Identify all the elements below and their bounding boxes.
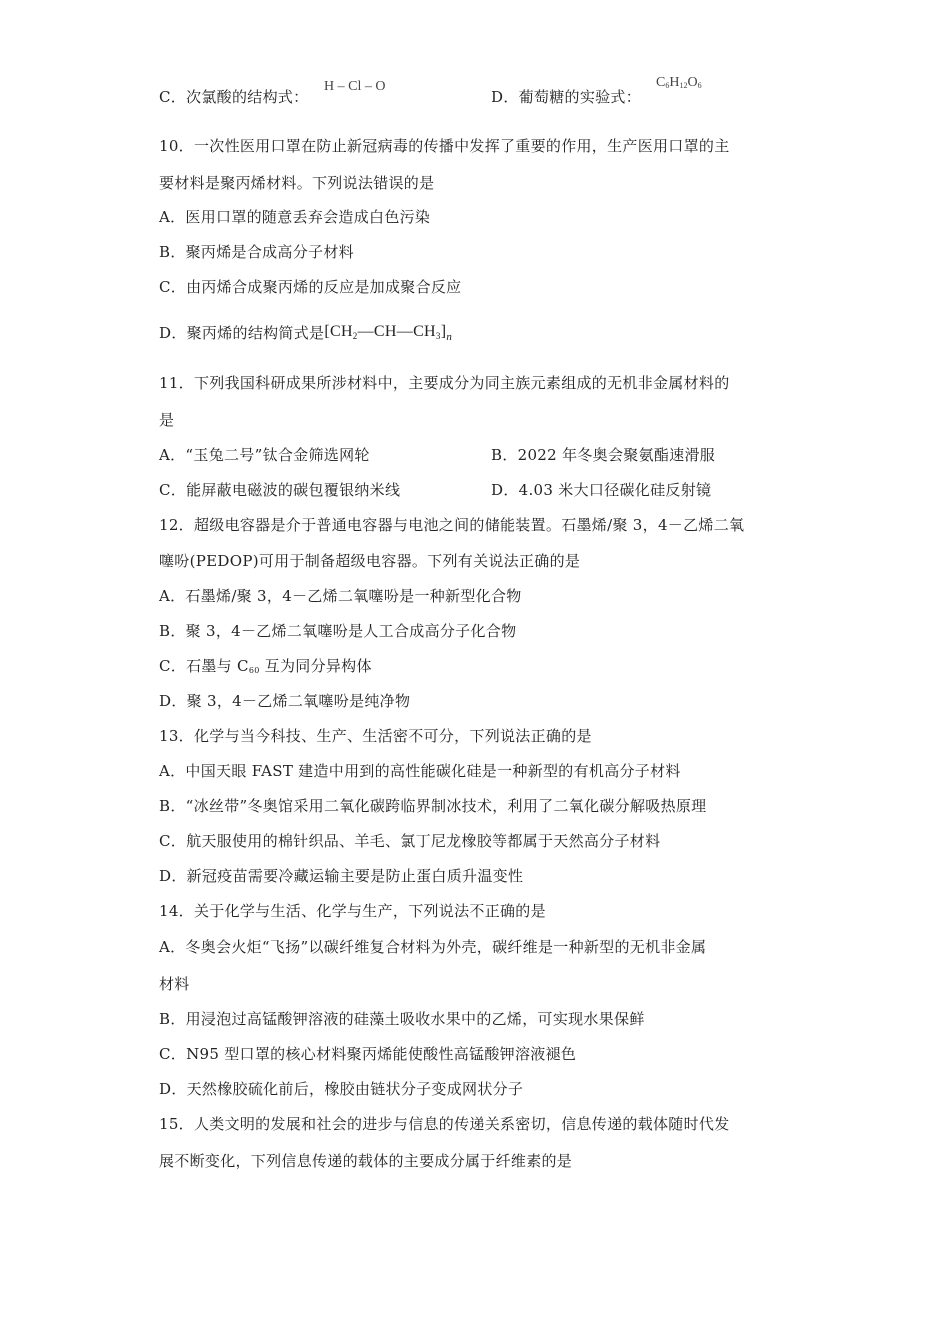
q9-option-d bbox=[491, 87, 641, 107]
q11-option-d: D．4.03 米大口径碳化硅反射镜 bbox=[491, 481, 712, 499]
q9-option-c-text: C．次氯酸的结构式： bbox=[159, 88, 309, 106]
polypropylene-formula: $[CH_2—CH—CH_3]_n$ bbox=[324, 323, 453, 343]
q12-stem-line2: 噻吩(PEDOP)可用于制备超级电容器。下列有关说法正确的是 bbox=[159, 552, 581, 570]
q13-option-d: D．新冠疫苗需要冷藏运输主要是防止蛋白质升温变性 bbox=[159, 867, 524, 885]
q10-option-a: A．医用口罩的随意丢弃会造成白色污染 bbox=[159, 208, 431, 226]
glucose-empirical-formula: $C_6H_{12}O_6$ bbox=[656, 75, 702, 90]
q15-stem-line2: 展不断变化，下列信息传递的载体的主要成分属于纤维素的是 bbox=[159, 1152, 573, 1170]
q13-option-b: B．“冰丝带”冬奥馆采用二氧化碳跨临界制冰技术，利用了二氧化碳分解吸热原理 bbox=[159, 797, 707, 815]
q12-option-d: D．聚 3，4－乙烯二氧噻吩是纯净物 bbox=[159, 692, 411, 710]
q11-option-c: C．能屏蔽电磁波的碳包覆银纳米线 bbox=[159, 481, 401, 499]
q12-option-c: C．石墨与 $C_{60}$ 互为同分异构体 bbox=[159, 657, 372, 675]
q10-option-d-text: D．聚丙烯的结构简式是 bbox=[159, 324, 325, 342]
q11-stem-line2: 是 bbox=[159, 411, 175, 429]
q11-option-b: B．2022 年冬奥会聚氨酯速滑服 bbox=[491, 446, 716, 464]
q13-option-a: A．中国天眼 FAST 建造中用到的高性能碳化硅是一种新型的有机高分子材料 bbox=[159, 762, 681, 780]
q10-stem-line2: 要材料是聚丙烯材料。下列说法错误的是 bbox=[159, 174, 435, 192]
q9-option-c bbox=[159, 87, 308, 107]
q14-option-d: D．天然橡胶硫化前后，橡胶由链状分子变成网状分子 bbox=[159, 1080, 524, 1098]
q10-option-d bbox=[159, 322, 452, 347]
q14-option-b: B．用浸泡过高锰酸钾溶液的硅藻土吸收水果中的乙烯，可实现水果保鲜 bbox=[159, 1010, 645, 1028]
q10-stem-line1: 10．一次性医用口罩在防止新冠病毒的传播中发挥了重要的作用，生产医用口罩的主 bbox=[159, 137, 730, 155]
q14-stem: 14．关于化学与生活、化学与生产，下列说法不正确的是 bbox=[159, 902, 546, 920]
q13-stem: 13．化学与当今科技、生产、生活密不可分，下列说法正确的是 bbox=[159, 727, 592, 745]
q14-option-c: C．N95 型口罩的核心材料聚丙烯能使酸性高锰酸钾溶液褪色 bbox=[159, 1045, 577, 1063]
q12-option-a: A．石墨烯/聚 3，4－乙烯二氧噻吩是一种新型化合物 bbox=[159, 587, 522, 605]
hypochlorous-structural-formula: H – Cl – O bbox=[324, 79, 386, 94]
q11-stem-line1: 11．下列我国科研成果所涉材料中，主要成分为同主族元素组成的无机非金属材料的 bbox=[159, 374, 730, 392]
q12-option-b: B．聚 3，4－乙烯二氧噻吩是人工合成高分子化合物 bbox=[159, 622, 517, 640]
q10-option-b: B．聚丙烯是合成高分子材料 bbox=[159, 243, 354, 261]
q11-option-a: A．“玉兔二号”钛合金筛选网轮 bbox=[159, 446, 370, 464]
q12-stem-line1: 12．超级电容器是介于普通电容器与电池之间的储能装置。石墨烯/聚 3，4－乙烯二氧 bbox=[159, 516, 745, 534]
q13-option-c: C．航天服使用的棉针织品、羊毛、氯丁尼龙橡胶等都属于天然高分子材料 bbox=[159, 832, 661, 850]
q10-option-c: C．由丙烯合成聚丙烯的反应是加成聚合反应 bbox=[159, 278, 462, 296]
q9-option-d-text: D．葡萄糖的实验式： bbox=[491, 88, 642, 106]
q14-option-a-line2: 材料 bbox=[159, 975, 190, 993]
q14-option-a-line1: A．冬奥会火炬“飞扬”以碳纤维复合材料为外壳，碳纤维是一种新型的无机非金属 bbox=[159, 938, 707, 956]
q15-stem-line1: 15．人类文明的发展和社会的进步与信息的传递关系密切，信息传递的载体随时代发 bbox=[159, 1115, 730, 1133]
